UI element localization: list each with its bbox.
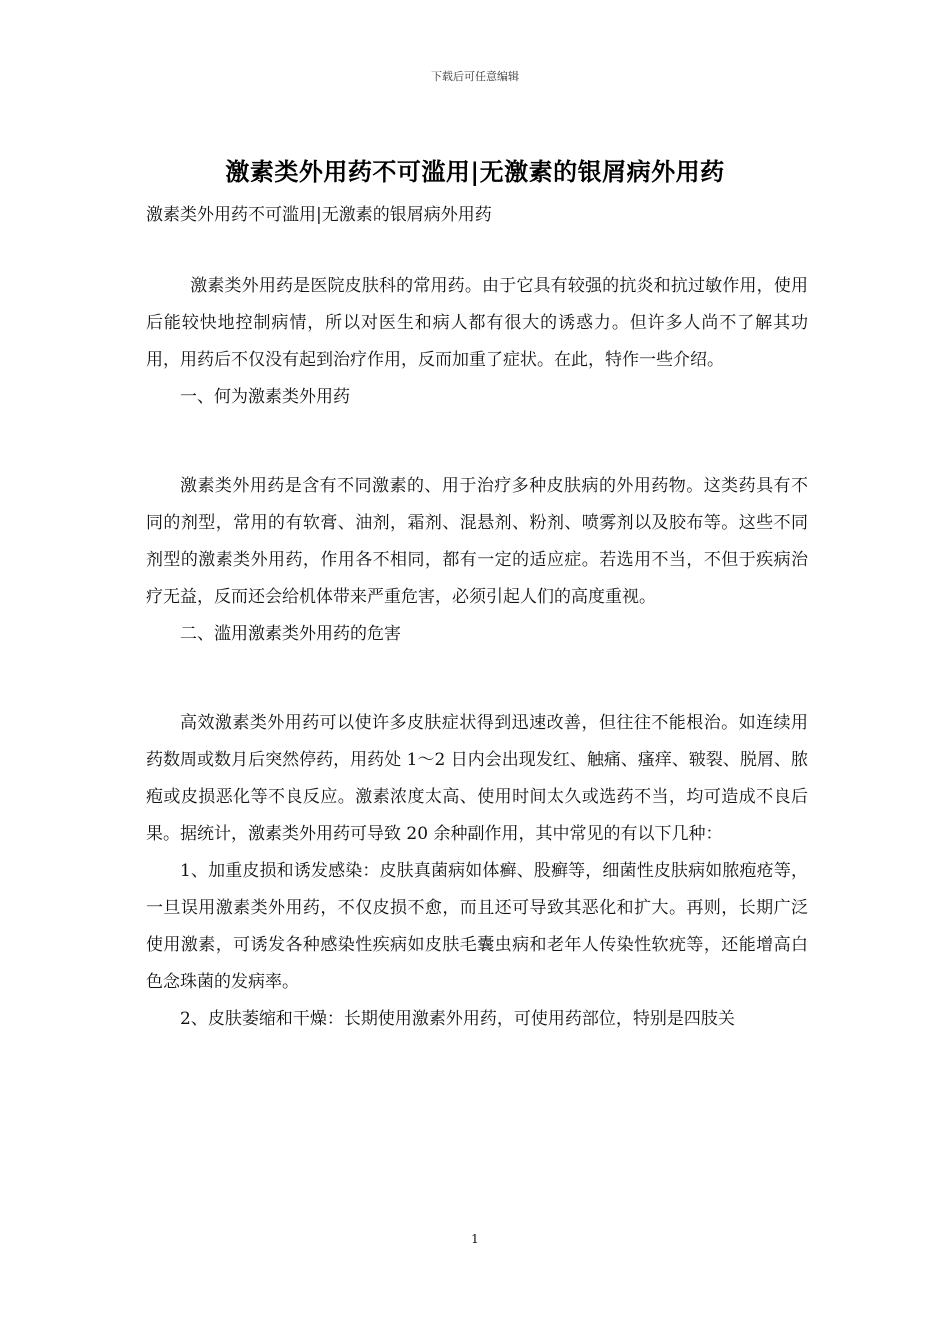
section-2-paragraph: 高效激素类外用药可以使许多皮肤症状得到迅速改善，但往往不能根治。如连续用药数周或数月后突然停药，用药处 1～2 日内会出现发红、触痛、瘙痒、皲裂、脱屑、脓疱或皮损恶化等不良反应。激素浓度太高、使用时间太久或选药不当，均可造成不良后果。据统计，激素类外用药可导致 20 余种副作用，其中常见的有以下几种： <box>146 713 808 844</box>
section-1-paragraph: 激素类外用药是含有不同激素的、用于治疗多种皮肤病的外用药物。这类药具有不同的剂型，常用的有软膏、油剂，霜剂、混悬剂、粉剂、喷雾剂以及胶布等。这些不同剂型的激素类外用药，作用各不相同，都有一定的适应症。若选用不当，不但于疾病治疗无益，反而还会给机体带来严重危害，必须引起人们的高度重视。 <box>146 476 808 607</box>
document-body <box>146 268 808 1038</box>
document-title: 激素类外用药不可滥用|无激素的银屑病外用药 <box>225 157 725 186</box>
page-number: 1 <box>471 1232 479 1246</box>
document-subtitle: 激素类外用药不可滥用|无激素的银屑病外用药 <box>146 205 492 225</box>
page-header-note: 下载后可任意编辑 <box>431 70 519 83</box>
list-item-2: 2、皮肤萎缩和干燥：长期使用激素外用药，可使用药部位，特别是四肢关 <box>180 1009 735 1029</box>
section-heading-1: 一、何为激素类外用药 <box>180 387 350 407</box>
intro-paragraph: 激素类外用药是医院皮肤科的常用药。由于它具有较强的抗炎和抗过敏作用，使用后能较快地控制病情，所以对医生和病人都有很大的诱惑力。但许多人尚不了解其功用，用药后不仅没有起到治疗作用，反而加重了症状。在此，特作一些介绍。 <box>146 276 808 370</box>
section-heading-2: 二、滥用激素类外用药的危害 <box>180 624 401 644</box>
list-item-1: 1、加重皮损和诱发感染：皮肤真菌病如体癣、股癣等，细菌性皮肤病如脓疱疮等，一旦误用激素类外用药，不仅皮损不愈，而且还可导致其恶化和扩大。再则，长期广泛使用激素，可诱发各种感染性疾病如皮肤毛囊虫病和老年人传染性软疣等，还能增高白色念珠菌的发病率。 <box>146 861 808 992</box>
